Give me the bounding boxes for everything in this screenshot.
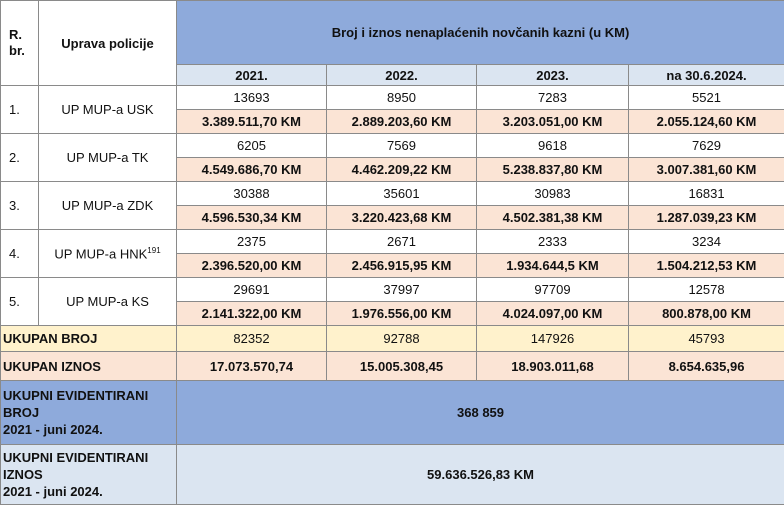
police-administration-name xyxy=(39,134,177,182)
amount-cell: 3.220.423,68 KM xyxy=(327,206,477,230)
year-header: 2023. xyxy=(477,65,629,86)
count-cell: 9618 xyxy=(477,134,629,158)
amount-cell: 1.504.212,53 KM xyxy=(629,254,784,278)
count-row xyxy=(1,182,784,206)
amount-cell: 1.976.556,00 KM xyxy=(327,302,477,326)
total-amount-cell: 17.073.570,74 xyxy=(177,352,327,381)
row-number: 5. xyxy=(1,278,39,326)
amount-cell: 4.502.381,38 KM xyxy=(477,206,629,230)
police-administration-name xyxy=(39,278,177,326)
year-header: 2021. xyxy=(177,65,327,86)
count-cell: 16831 xyxy=(629,182,784,206)
count-cell: 2671 xyxy=(327,230,477,254)
main-title-header: Broj i iznos nenaplaćenih novčanih kazni (u KM) xyxy=(177,1,784,65)
amount-cell: 2.889.203,60 KM xyxy=(327,110,477,134)
count-cell: 7283 xyxy=(477,86,629,110)
count-cell: 12578 xyxy=(629,278,784,302)
count-cell: 2333 xyxy=(477,230,629,254)
police-administration-name xyxy=(39,86,177,134)
overall-count-label-line: UKUPNI EVIDENTIRANI xyxy=(3,388,149,403)
count-cell: 3234 xyxy=(629,230,784,254)
total-count-label: UKUPAN BROJ xyxy=(1,326,177,352)
row-number: 1. xyxy=(1,86,39,134)
total-amount-label: UKUPAN IZNOS xyxy=(1,352,177,381)
count-cell: 6205 xyxy=(177,134,327,158)
amount-cell: 4.549.686,70 KM xyxy=(177,158,327,182)
amount-cell: 2.141.322,00 KM xyxy=(177,302,327,326)
year-header: na 30.6.2024. xyxy=(629,65,784,86)
rbr-header-line1: R. xyxy=(9,27,22,42)
amount-cell: 3.389.511,70 KM xyxy=(177,110,327,134)
administration-label: UP MUP-a ZDK xyxy=(61,198,154,213)
amount-cell: 1.287.039,23 KM xyxy=(629,206,784,230)
overall-count-label-line: BROJ xyxy=(3,405,40,420)
overall-amount-value: 59.636.526,83 KM xyxy=(177,445,784,505)
uprava-header: Uprava policije xyxy=(39,1,177,86)
amount-cell: 4.462.209,22 KM xyxy=(327,158,477,182)
count-cell: 29691 xyxy=(177,278,327,302)
count-row xyxy=(1,86,784,110)
administration-label: UP MUP-a HNK xyxy=(54,246,148,262)
count-cell: 7569 xyxy=(327,134,477,158)
count-cell: 30983 xyxy=(477,182,629,206)
overall-count-label-line: 2021 - juni 2024. xyxy=(3,422,103,437)
administration-label: UP MUP-a USK xyxy=(61,102,154,117)
police-administration-name xyxy=(39,182,177,230)
year-header: 2022. xyxy=(327,65,477,86)
amount-cell: 5.238.837,80 KM xyxy=(477,158,629,182)
total-count-cell: 45793 xyxy=(629,326,784,352)
overall-count-label xyxy=(1,381,177,445)
count-cell: 8950 xyxy=(327,86,477,110)
overall-amount-label xyxy=(1,445,177,505)
count-row xyxy=(1,278,784,302)
amount-cell: 4.024.097,00 KM xyxy=(477,302,629,326)
count-cell: 37997 xyxy=(327,278,477,302)
count-row xyxy=(1,230,784,254)
amount-cell: 3.203.051,00 KM xyxy=(477,110,629,134)
amount-cell: 800.878,00 KM xyxy=(629,302,784,326)
count-cell: 5521 xyxy=(629,86,784,110)
amount-cell: 2.396.520,00 KM xyxy=(177,254,327,278)
police-administration-name xyxy=(39,230,177,278)
data-rows xyxy=(1,86,784,326)
count-row xyxy=(1,134,784,158)
total-amount-cell: 15.005.308,45 xyxy=(327,352,477,381)
footnote-marker: 191 xyxy=(147,245,161,255)
total-count-cell: 147926 xyxy=(477,326,629,352)
amount-cell: 4.596.530,34 KM xyxy=(177,206,327,230)
row-number: 3. xyxy=(1,182,39,230)
count-cell: 97709 xyxy=(477,278,629,302)
count-cell: 13693 xyxy=(177,86,327,110)
amount-cell: 2.055.124,60 KM xyxy=(629,110,784,134)
total-count-row xyxy=(1,326,784,352)
row-number: 2. xyxy=(1,134,39,182)
overall-amount-label-line: 2021 - juni 2024. xyxy=(3,484,103,499)
overall-count-row xyxy=(1,381,784,445)
rbr-header-line2: br. xyxy=(9,43,25,58)
amount-cell: 3.007.381,60 KM xyxy=(629,158,784,182)
total-count-cell: 82352 xyxy=(177,326,327,352)
overall-amount-row xyxy=(1,445,784,505)
total-amount-cell: 8.654.635,96 xyxy=(629,352,784,381)
count-cell: 30388 xyxy=(177,182,327,206)
amount-cell: 1.934.644,5 KM xyxy=(477,254,629,278)
count-cell: 35601 xyxy=(327,182,477,206)
total-amount-row xyxy=(1,352,784,381)
administration-label: UP MUP-a KS xyxy=(66,294,149,309)
count-cell: 2375 xyxy=(177,230,327,254)
total-amount-cell: 18.903.011,68 xyxy=(477,352,629,381)
row-number: 4. xyxy=(1,230,39,278)
rbr-header xyxy=(1,1,39,86)
amount-cell: 2.456.915,95 KM xyxy=(327,254,477,278)
administration-label: UP MUP-a TK xyxy=(66,150,149,165)
total-count-cell: 92788 xyxy=(327,326,477,352)
overall-count-value: 368 859 xyxy=(177,381,784,445)
overall-amount-label-line: UKUPNI EVIDENTIRANI xyxy=(3,450,149,465)
overall-amount-label-line: IZNOS xyxy=(3,467,43,482)
count-cell: 7629 xyxy=(629,134,784,158)
header-row xyxy=(1,1,784,65)
